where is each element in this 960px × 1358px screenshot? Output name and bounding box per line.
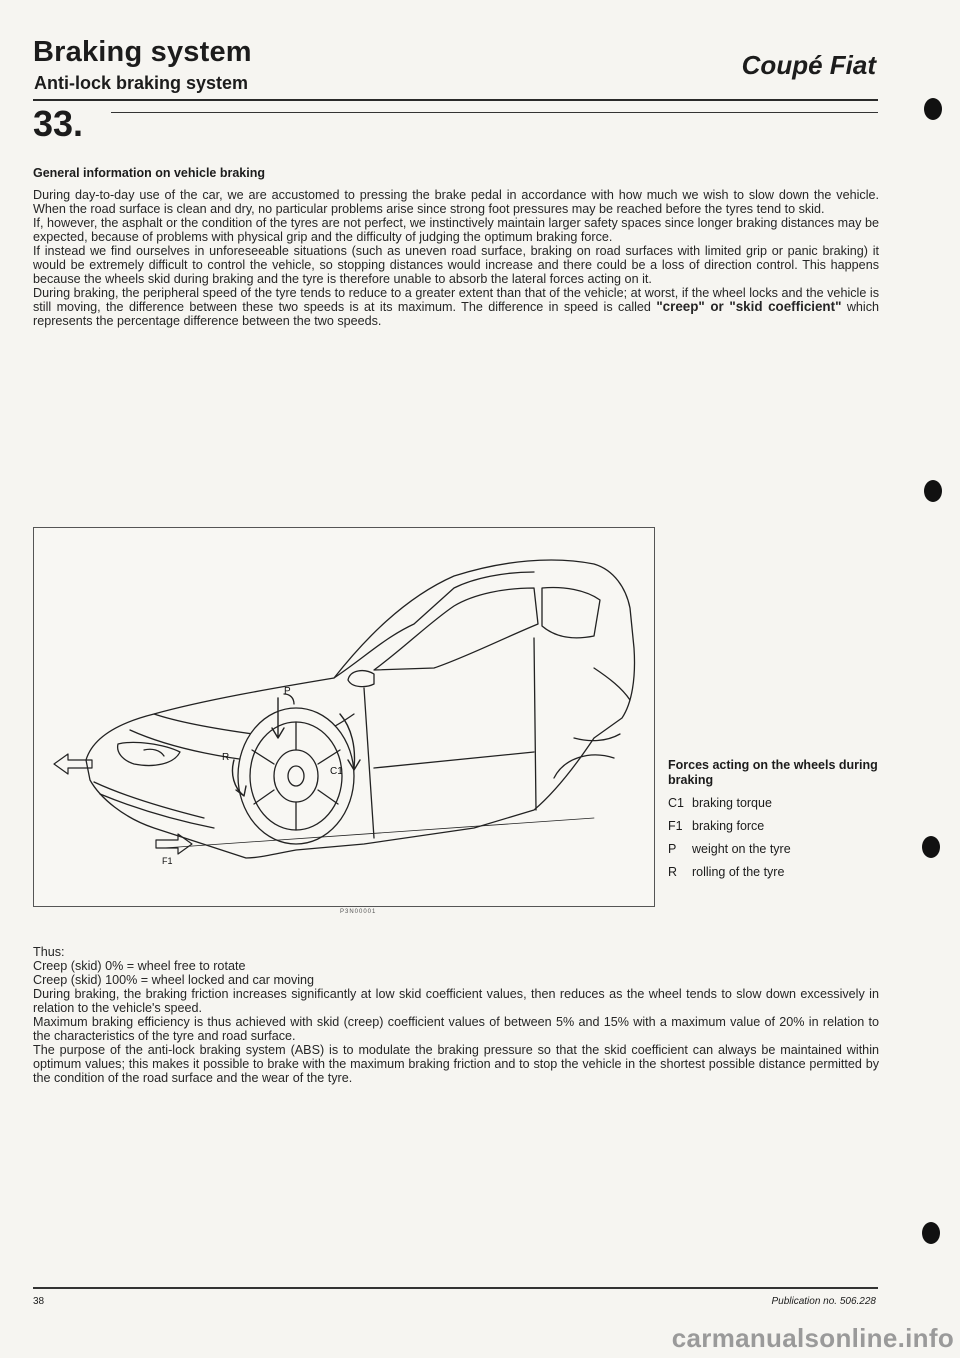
page-subtitle: Anti-lock braking system: [34, 73, 249, 93]
binder-hole-marker: [922, 836, 940, 858]
watermark-url: carmanualsonline.info: [671, 1323, 954, 1353]
legend-item: [668, 815, 791, 838]
figure-caption: Forces acting on the wheels during braking: [668, 758, 878, 787]
paragraph: [33, 286, 879, 328]
emphasis-term: "creep" or "skid coefficient": [656, 299, 842, 314]
legend-text: rolling of the tyre: [692, 865, 785, 879]
legend-text: braking force: [692, 819, 765, 833]
section-body: [33, 188, 879, 328]
legend-key: R: [668, 865, 678, 879]
legend-key: P: [668, 842, 677, 856]
paragraph: During day-to-day use of the car, we are accustomed to pressing the brake pedal in accordance with how much we wish to slow down the vehicle. When the road surface is clean and dry, no particular problems arise since strong foot pressures may be reached before the tyres tend to skid.: [33, 188, 879, 216]
legend-key: F1: [668, 819, 683, 833]
paragraph-text: which represents the percentage difference between the two speeds.: [33, 300, 880, 328]
paragraph: The purpose of the anti-lock braking system (ABS) is to modulate the braking pressure so that the skid coefficient can always be maintained within optimum values; this makes it possible to brake with the maximum braking friction and to stop the vehicle in the shortest possible distance permitted by the condition of the road surface and the wear of the tyre.: [33, 1043, 879, 1085]
figure-code: P3N00001: [340, 909, 377, 915]
body-line: Creep (skid) 0% = wheel free to rotate: [33, 959, 246, 973]
header-rule: [33, 99, 878, 101]
lower-body: [33, 945, 879, 1085]
legend-item: [668, 792, 791, 815]
paragraph-text: During braking, the peripheral speed of the tyre tends to reduce to a greater extent than that of the vehicle; at worst, if the wheel locks and the vehicle is still moving, the difference between these two speeds is at its maximum. The difference in speed is called: [33, 286, 879, 314]
section-number: 33.: [33, 103, 84, 144]
paragraph: Maximum braking efficiency is thus achieved with skid (creep) coefficient values of between 5% and 15% with a maximum value of 20% in relation to the characteristics of the tyre and road surface.: [33, 1015, 879, 1043]
body-line: Creep (skid) 100% = wheel locked and car moving: [33, 973, 315, 987]
paragraph: During braking, the braking friction increases significantly at low skid coefficient values, then reduces as the wheel tends to slow down excessively in relation to the vehicle's speed.: [33, 987, 879, 1015]
binder-hole-marker: [922, 1222, 940, 1244]
figure-legend: [668, 792, 791, 884]
label-p: P: [284, 686, 291, 697]
legend-key: C1: [668, 796, 684, 810]
binder-hole-marker: [924, 98, 942, 120]
brand-name: Coupé Fiat: [741, 50, 876, 80]
label-f1: F1: [162, 856, 173, 866]
page-title: Braking system: [33, 36, 252, 68]
page-number: 38: [33, 1296, 45, 1307]
car-braking-illustration: [34, 528, 654, 906]
legend-text: braking torque: [692, 796, 772, 810]
label-c1: C1: [330, 766, 343, 777]
label-r: R: [222, 752, 230, 763]
footer-rule: [33, 1287, 878, 1289]
publication-number: Publication no. 506.228: [771, 1296, 876, 1307]
legend-item: [668, 861, 791, 884]
section-rule: [111, 112, 878, 113]
legend-item: [668, 838, 791, 861]
legend-text: weight on the tyre: [692, 842, 791, 856]
paragraph: If, however, the asphalt or the condition of the tyres are not perfect, we instinctively maintain larger safety spaces since longer braking distances may be expected, because of problems with physical grip and the difficulty of judging the optimum braking force.: [33, 216, 879, 244]
figure-frame: [33, 527, 655, 907]
paragraph: If instead we find ourselves in unforeseeable situations (such as uneven road surface, braking on road surfaces with limited grip or panic braking) it would be extremely difficult to control the vehicle, so stopping distances would increase and there could be a loss of direction control. This happens because the wheels skid during braking and the tyre is therefore unable to absorb the lateral forces acting on it.: [33, 244, 879, 286]
body-line: Thus:: [33, 945, 65, 959]
section-heading: General information on vehicle braking: [33, 166, 265, 180]
binder-hole-marker: [924, 480, 942, 502]
